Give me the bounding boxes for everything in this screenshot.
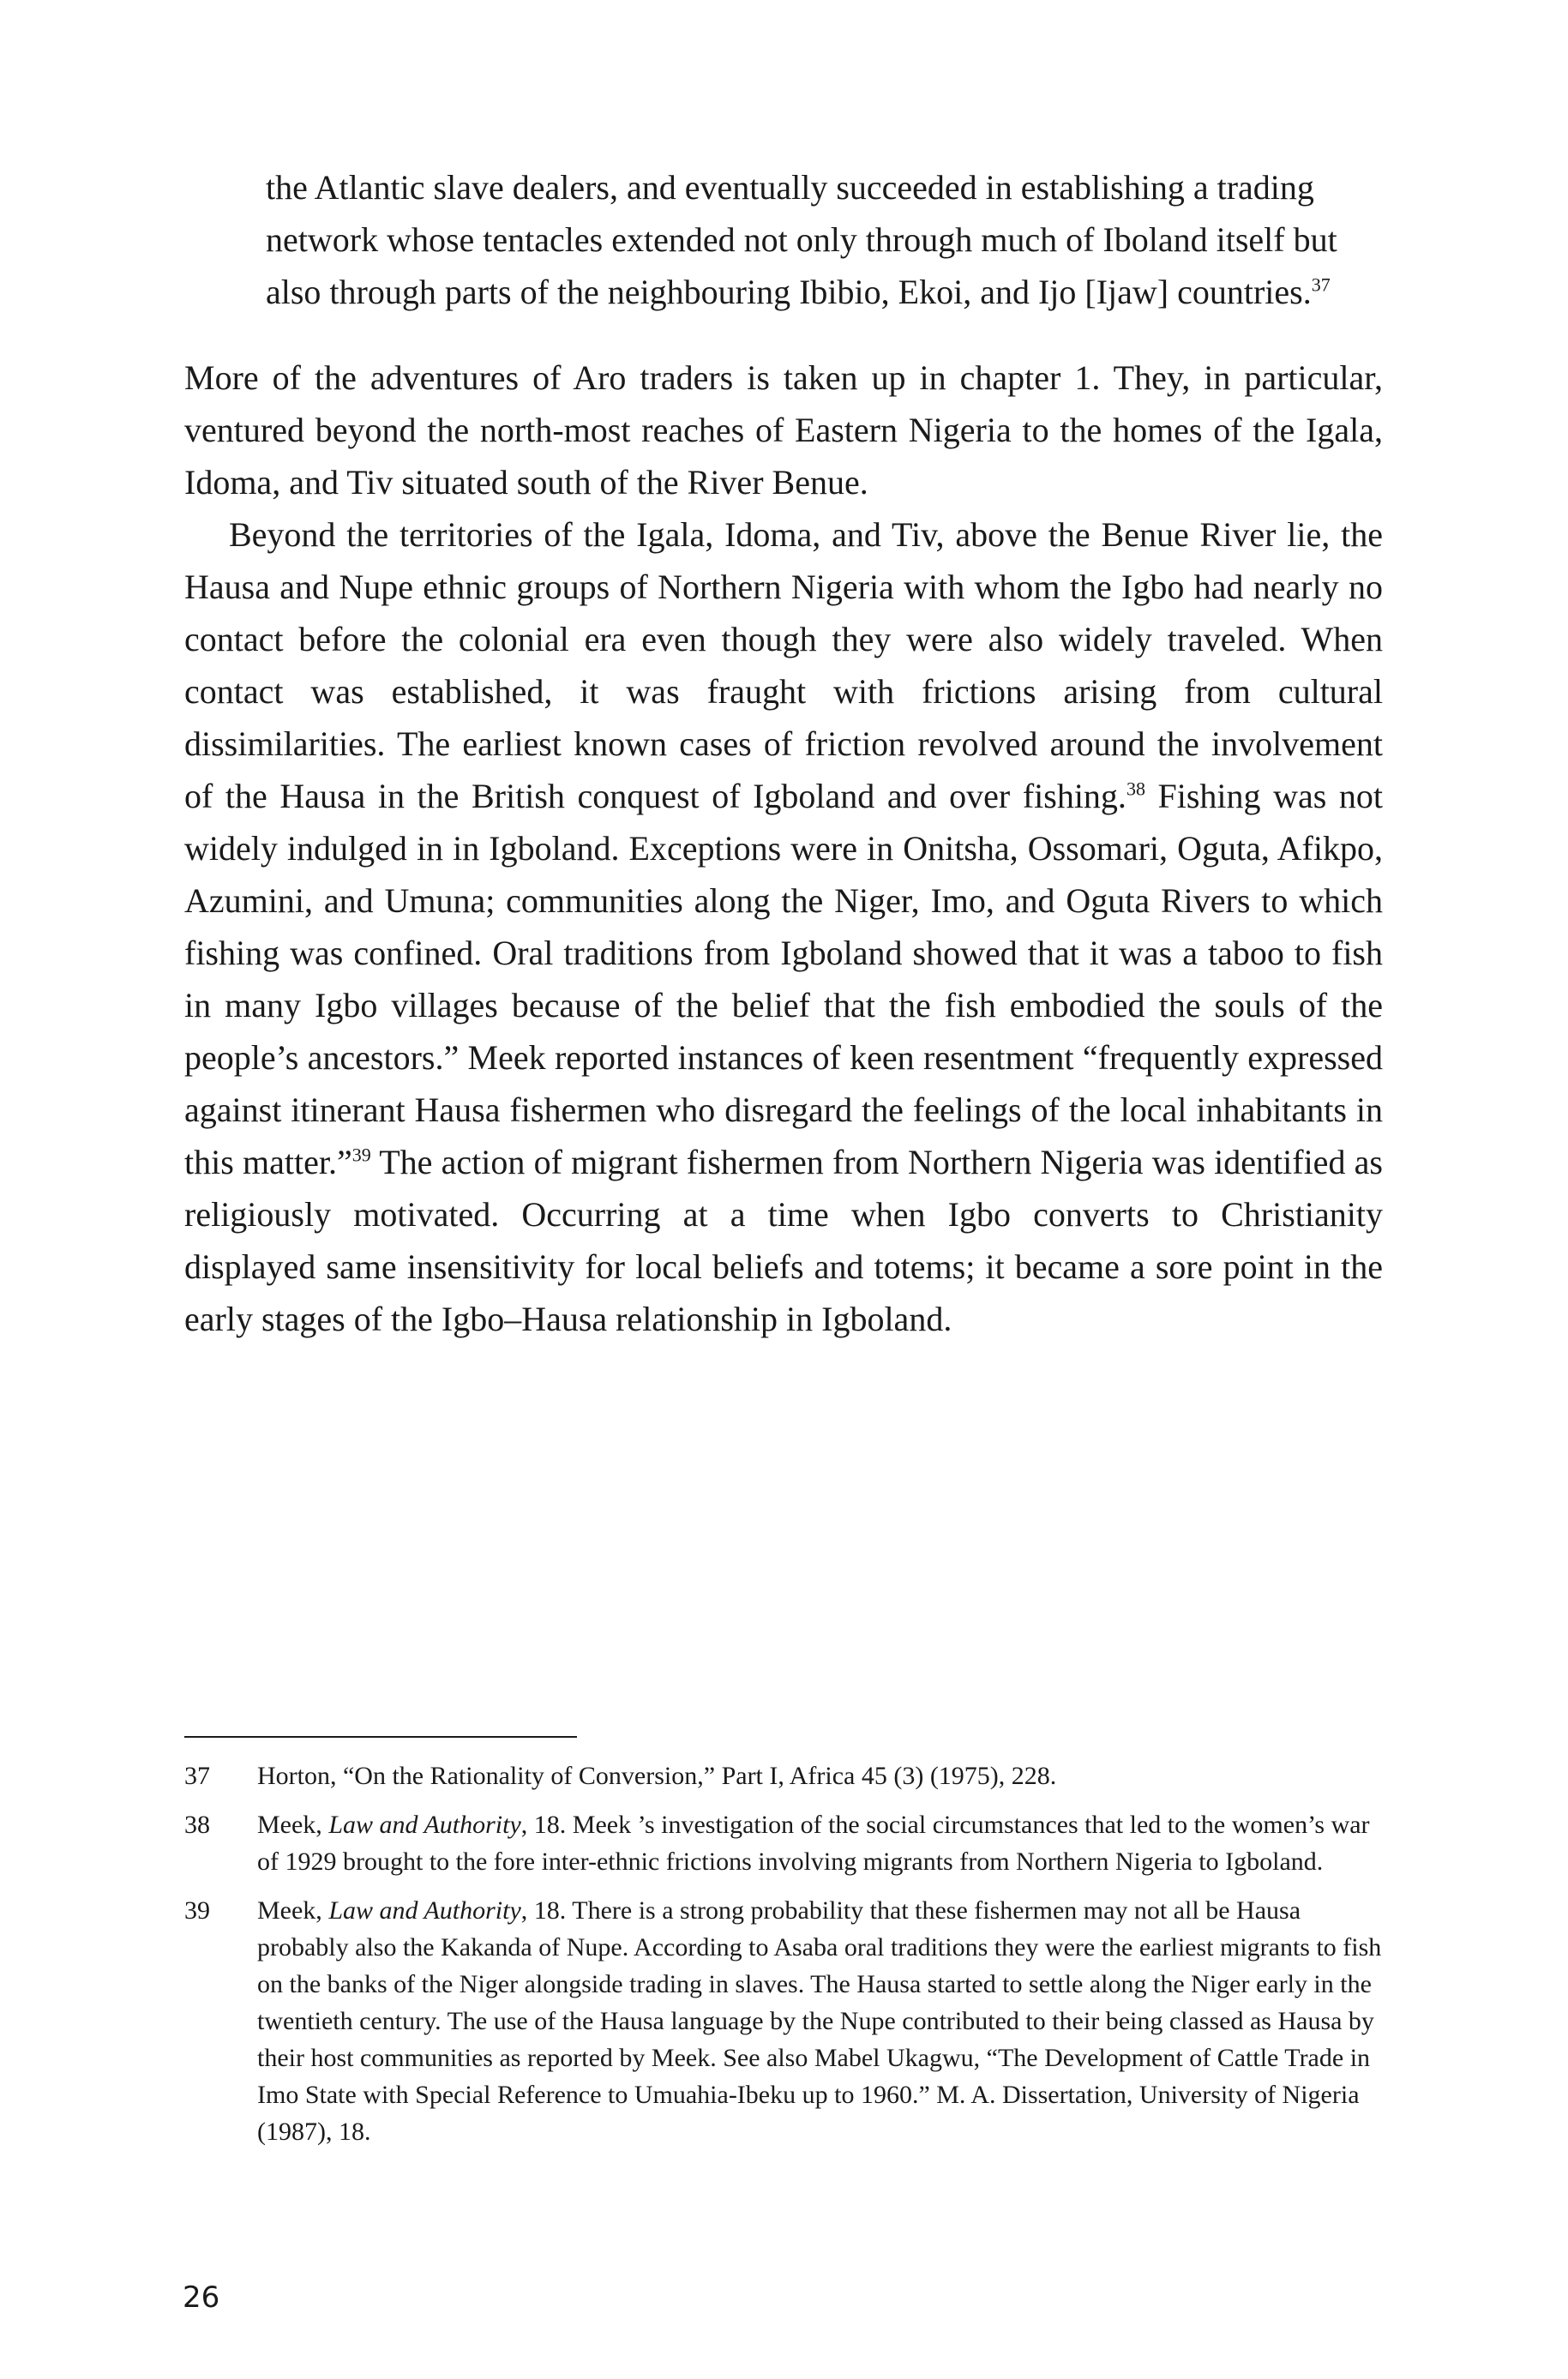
page-number: 26 <box>183 2280 220 2315</box>
body-text <box>184 351 1383 1345</box>
footnote-text-pre: Meek, <box>257 1896 329 1925</box>
footnote-number: 37 <box>184 1762 210 1790</box>
footnote-ref-37: 37 <box>1311 273 1331 296</box>
paragraph-1: More of the adventures of Aro traders is taken up in chapter 1. They, in particular, ventured beyond the north-most reaches of Eastern Nigeria to the homes of the Igala, Idoma, and Tiv situated south of the River Benue. <box>184 358 1383 502</box>
footnote-ref-39: 39 <box>351 1144 371 1166</box>
footnote-ref-38: 38 <box>1126 778 1145 800</box>
paragraph-2-part-a: Beyond the territories of the Igala, Idoma, and Tiv, above the Benue River lie, the Hausa and Nupe ethnic groups of Northern Nigeria with whom the Igbo had nearly no contact before the colonial era even though they were also widely traveled. When contact was established, it was fraught with frictions arising from cultural dissimilarities. The earliest known cases of friction revolved around the involvement of the Hausa in the British conquest of Igboland and over fishing. <box>184 515 1383 815</box>
paragraph-2-part-c: The action of migrant fishermen from Northern Nigeria was identified as religiously motivated. Occurring at a time when Igbo converts to Christianity displayed same insensitivity for local beliefs and totems; it became a sore point in the early stages of the Igbo–Hausa relationship in Igboland. <box>184 1143 1383 1338</box>
footnote-text <box>257 1757 1383 1794</box>
paragraph-2-part-b: Fishing was not widely indulged in in Igboland. Exceptions were in Onitsha, Ossomari, Oguta, Afikpo, Azumini, and Umuna; communities along the Niger, Imo, and Oguta Rivers to which fishing was confined. Oral traditions from Igboland showed that it was a taboo to fish in many Igbo villages because of the belief that the fish embodied the souls of the people’s ancestors.” Meek reported instances of keen resentment “frequently expressed against itinerant Hausa fishermen who disregard the feelings of the local inhabitants in this matter.” <box>184 777 1384 1181</box>
block-quote-text: the Atlantic slave dealers, and eventually succeeded in establishing a trading network whose tentacles extended not only through much of Iboland itself but also through parts of the neighbouring Ibibio, Ekoi, and Ijo [Ijaw] countries. <box>266 168 1337 311</box>
footnote-38 <box>184 1806 1383 1880</box>
footnote-text-post: , 18. There is a strong probability that these fishermen may not all be Hausa probably also the Kakanda of Nupe. According to Asaba oral traditions they were the earliest migrants to fish on the banks of the Niger alongside trading in slaves. The Hausa started to settle along the Niger early in the twentieth century. The use of the Hausa language by the Nupe contributed to their being classed as Hausa by their host communities as reported by Meek. See also Mabel Ukagwu, “The Development of Cattle Trade in Imo State with Special Reference to Umuahia-Ibeku up to 1960.” M. A. Dissertation, University of Nigeria (1987), 18. <box>257 1896 1382 2146</box>
footnote-text-pre: Meek, <box>257 1811 329 1839</box>
footnote-title: Law and Authority <box>328 1811 521 1839</box>
footnote-number: 38 <box>184 1811 210 1839</box>
footnote-separator <box>184 1736 577 1738</box>
footnotes <box>184 1757 1383 2162</box>
footnote-text <box>257 1806 1383 1880</box>
footnote-text-post: , 18. Meek ’s investigation of the social circumstances that led to the women’s war of 1929 brought to the fore inter-ethnic frictions involving migrants from Northern Nigeria to Igboland. <box>257 1811 1370 1876</box>
footnote-number: 39 <box>184 1896 210 1925</box>
footnote-39 <box>184 1892 1383 2150</box>
block-quote <box>266 161 1372 318</box>
paragraph-2 <box>184 508 1383 1345</box>
footnote-text <box>257 1892 1383 2150</box>
footnote-37 <box>184 1757 1383 1794</box>
footnote-title: Law and Authority <box>328 1896 521 1925</box>
footnote-text-pre: Horton, “On the Rationality of Conversion,” Part I, Africa 45 (3) (1975), 228. <box>257 1762 1057 1790</box>
